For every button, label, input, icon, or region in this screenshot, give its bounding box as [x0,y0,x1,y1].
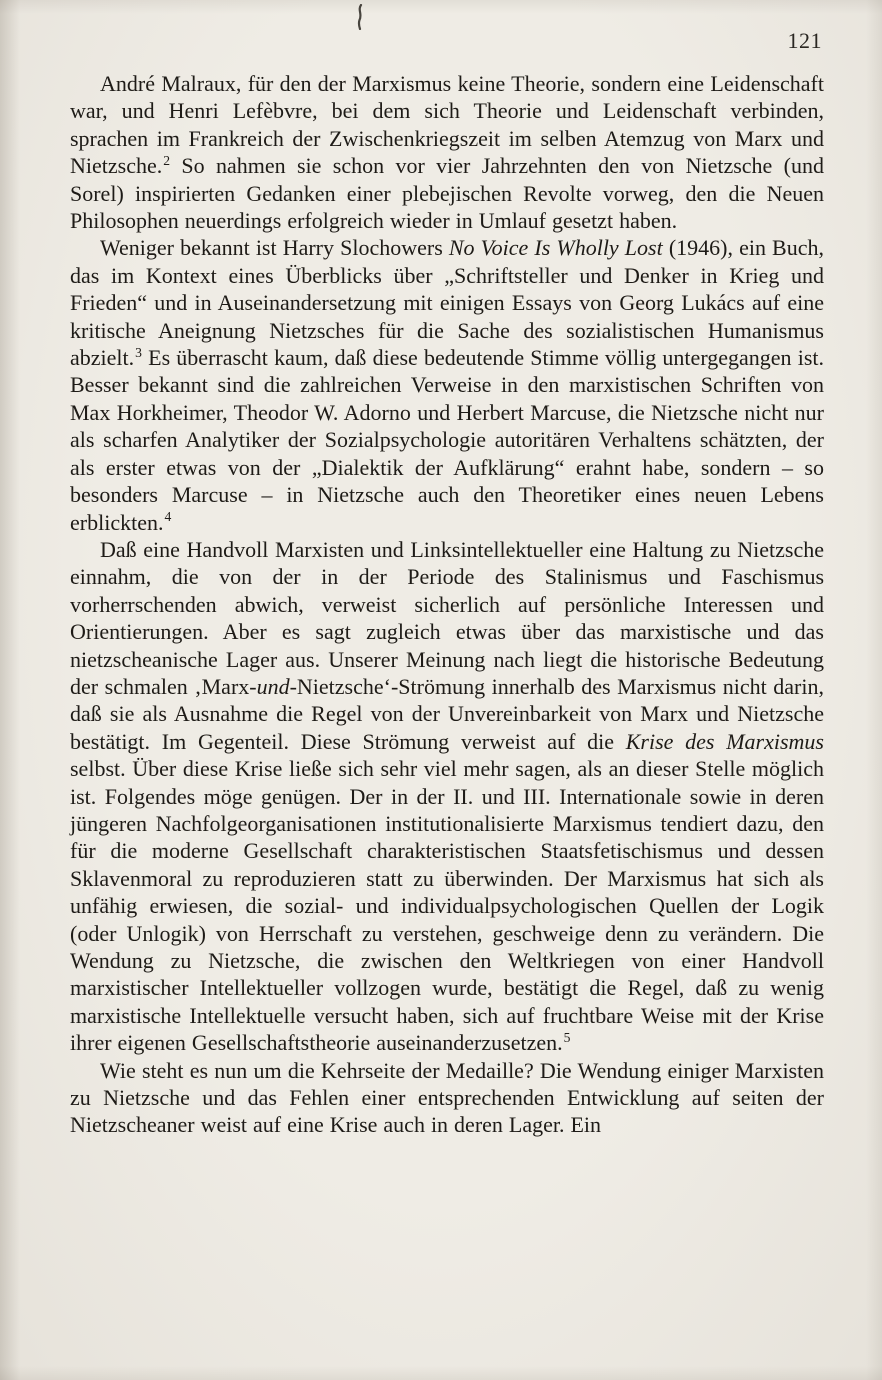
page-header [70,28,822,54]
footnote-reference: 3 [135,344,142,360]
paragraph [70,1057,824,1139]
text-run: Weniger bekannt ist Harry Slochowers [100,235,449,261]
footnote-reference: 4 [164,509,172,525]
text-run: So nahmen sie schon vor vier Jahrzehnten den von Nietzsche (und Sorel) inspirierten Gedanken einer plebejischen Revolte vorweg, den die Neuen Philosophen neuerdings erfolgreich wieder in Umlauf gesetzt haben. [70,153,824,234]
paragraph [70,234,824,535]
italic-text-run: No Voice Is Wholly Lost [448,235,663,261]
text-run: Es überrascht kaum, daß diese bedeutende Stimme völlig untergegangen ist. Besser bekannt sind die zahlreichen Verweise in den marxistischen Schriften von Max Horkheimer, Theodor W. Adorno und Herbert Marcuse, die Nietzsche nicht nur als scharfen Analytiker der Sozialpsychologie autoritären Verhaltens schätzten, der als erster etwas von der „Dialektik der Aufklärung“ erahnt habe, sondern – so besonders Marcuse – in Nietzsche auch den Theoretiker eines neuen Lebens erblickten. [70,345,824,535]
text-run: (1946), ein Buch, das im Kontext eines Überblicks über „Schriftsteller und Denker in Krieg und Frieden“ und in Auseinandersetzung mit einigen Essays von Georg Lukács auf eine kritische Aneignung Nietzsches für die Sache des sozialistischen Humanismus abzielt. [70,235,824,371]
italic-text-run: und [256,673,290,699]
text-run: selbst. Über diese Krise ließe sich sehr viel mehr sagen, als an dieser Stelle möglich ist. Folgendes möge genügen. Der in der II. und III. Internationale sowie in deren jüngeren Nachfolgeorganisationen institutionalisierte Marxismus tendiert dazu, den für die moderne Gesellschaft charakteristischen Staatsfetischismus und dessen Sklavenmoral zu reproduzieren statt zu überwinden. Der Marxismus hat sich als unfähig erwiesen, die sozial- und individualpsychologischen Quellen der Logik (oder Unlogik) von Herrschaft zu verstehen, geschweige denn zu verändern. Die Wendung zu Nietzsche, die zwischen den Weltkriegen von einer Handvoll marxistischer Intellektueller vollzogen wurde, bestätigt die Regel, daß zu wenig marxistische Intellektuelle versucht haben, sich auf fruchtbare Weise mit der Krise ihrer eigenen Gesellschaftstheorie auseinanderzusetzen. [70,756,824,1056]
footnote-reference: 2 [163,152,171,168]
footnote-reference: 5 [563,1029,571,1045]
paragraph [70,70,824,234]
text-run: -Nietzsche‘-Strömung innerhalb des Marxismus nicht darin, daß sie als Ausnahme die Regel von der Unvereinbarkeit von Marx und Nietzsche bestätigt. Im Gegenteil. Diese Strömung verweist auf die [70,673,824,754]
text-run: André Malraux, für den der Marxismus keine Theorie, sondern eine Leidenschaft war, und Henri Lefèbvre, bei dem sich Theorie und Leidenschaft verbinden, sprachen im Frankreich der Zwischenkriegszeit im selben Atemzug von Marx und Nietzsche. [70,71,824,179]
paragraph [70,536,824,1057]
scan-ink-artifact [354,4,366,30]
text-run: Wie steht es nun um die Kehrseite der Medaille? Die Wendung einiger Marxisten zu Nietzsche und das Fehlen einer entsprechenden Entwicklung auf seiten der Nietzscheaner weist auf eine Krise auch in deren Lager. Ein [70,1057,824,1138]
page-number: 121 [787,28,822,53]
italic-text-run: Krise des Marxismus [625,728,824,754]
text-run: Daß eine Handvoll Marxisten und Linksintellektueller eine Haltung zu Nietzsche einnahm, die von der in der Periode des Stalinismus und Faschismus vorherrschenden abwich, verweist sicherlich auf persönliche Interessen und Orientierungen. Aber es sagt zugleich etwas über das marxistische und das nietzscheanische Lager aus. Unserer Meinung nach liegt die historische Bedeutung der schmalen ‚Marx- [70,536,824,699]
page-body [70,70,824,1139]
